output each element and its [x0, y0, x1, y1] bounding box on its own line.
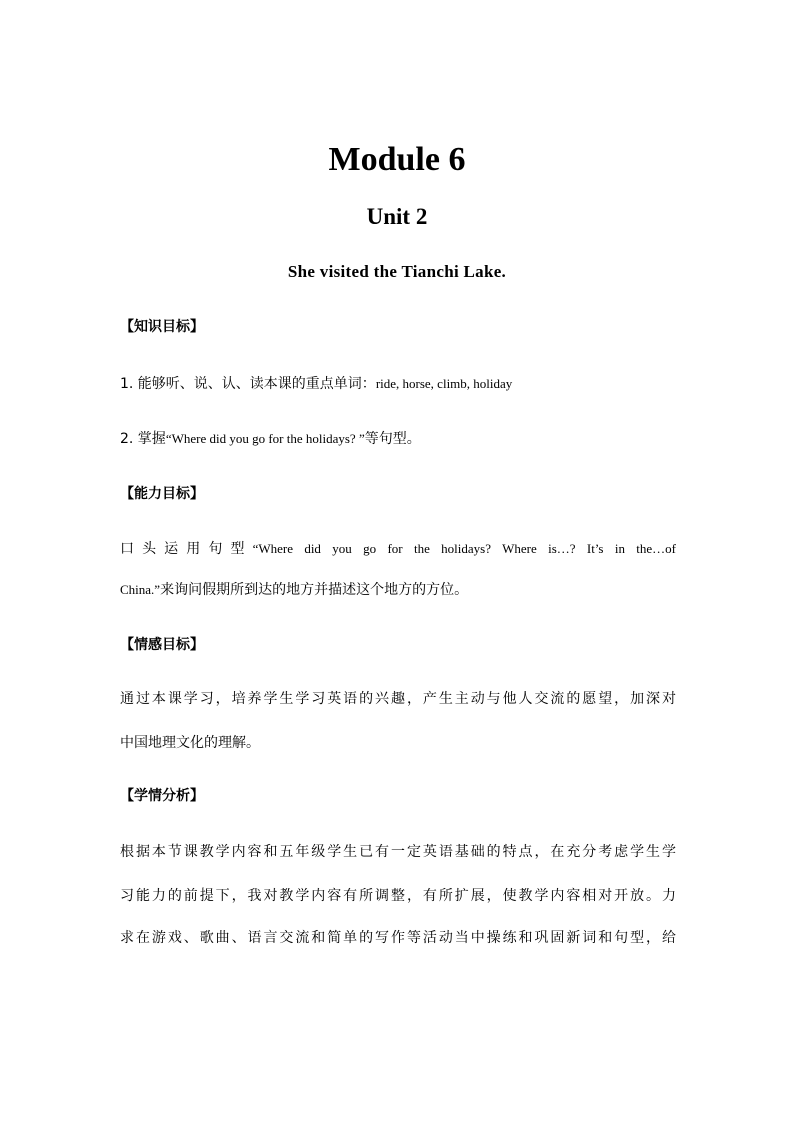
- ability-goal-line-2: [120, 580, 676, 600]
- key-sentence: “Where did you go for the holidays? ”: [165, 431, 365, 446]
- emotion-goals-heading: 【情感目标】: [120, 637, 204, 653]
- emotion-goal-line-1: 通过本课学习，培养学生学习英语的兴趣，产生主动与他人交流的愿望，加深对: [120, 691, 676, 707]
- ability-goal-line-1-text: 口头运用句型: [120, 541, 253, 557]
- knowledge-goal-item-1: [120, 374, 676, 394]
- document-title: Module 6: [328, 141, 466, 178]
- emotion-goal-line-2: 中国地理文化的理解。: [120, 735, 260, 751]
- student-analysis-line-1: 根据本节课教学内容和五年级学生已有一定英语基础的特点，在充分考虑学生学: [120, 844, 676, 860]
- unit-title: Unit 2: [366, 204, 428, 229]
- student-analysis-line-2: 习能力的前提下，我对教学内容有所调整，有所扩展，使教学内容相对开放。力: [120, 888, 676, 904]
- student-analysis-heading: 【学情分析】: [120, 788, 204, 804]
- ability-sentence-pattern-end: China.”: [120, 582, 161, 597]
- knowledge-goal-item-2-text: 2. 掌握: [120, 431, 166, 447]
- knowledge-goal-item-2: [120, 429, 676, 449]
- knowledge-goal-item-1-text: 1. 能够听、说、认、读本课的重点单词：: [120, 376, 376, 392]
- knowledge-goals-heading: 【知识目标】: [120, 319, 204, 335]
- ability-sentence-pattern: “Where did you go for the holidays? Where is…? It’s in the…of: [252, 541, 676, 556]
- knowledge-goal-item-2-suffix: 等句型。: [364, 431, 421, 447]
- ability-goal-line-2-text: 来询问假期所到达的地方并描述这个地方的方位。: [160, 582, 469, 598]
- key-words: ride, horse, climb, holiday: [375, 376, 513, 391]
- student-analysis-line-3: 求在游戏、歌曲、语言交流和简单的写作等活动当中操练和巩固新词和句型，给: [120, 930, 676, 946]
- lesson-subtitle: She visited the Tianchi Lake.: [287, 262, 507, 281]
- ability-goals-heading: 【能力目标】: [120, 486, 204, 502]
- ability-goal-line-1: [120, 539, 676, 559]
